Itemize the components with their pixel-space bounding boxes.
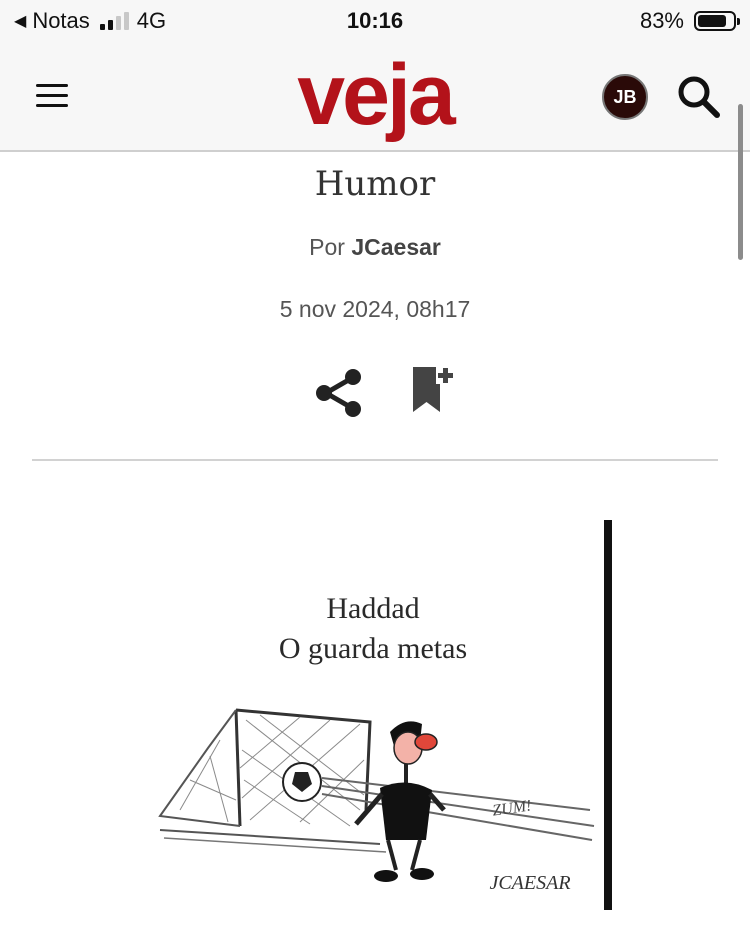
avatar[interactable]: JB: [602, 74, 648, 120]
clock: 10:16: [346, 8, 404, 33]
back-arrow-icon[interactable]: ◀: [14, 13, 27, 30]
cartoon-image: [150, 510, 630, 920]
cartoon-caption-line2: O guarda metas: [278, 632, 468, 665]
network-label: 4G: [136, 8, 167, 33]
byline-prefix: Por: [309, 234, 345, 260]
search-icon[interactable]: [676, 74, 722, 120]
battery-level: [698, 15, 726, 27]
bookmark-add-icon[interactable]: [410, 364, 456, 414]
cartoon-sound-effect: ZUM!: [491, 797, 533, 820]
byline: [0, 234, 750, 261]
divider: [32, 459, 718, 461]
cartoon-signature: JCAESAR: [489, 872, 571, 894]
back-app-label[interactable]: Notas: [32, 8, 90, 33]
battery-icon: [694, 11, 736, 31]
site-header: [0, 42, 750, 152]
cartoon-drawing: [150, 510, 630, 920]
status-bar: [0, 0, 750, 42]
veja-logo[interactable]: veja: [297, 47, 453, 143]
publish-date: 5 nov 2024, 08h17: [279, 296, 471, 322]
page-title: Humor: [314, 164, 436, 204]
cartoon-caption-line1: Haddad: [326, 592, 420, 625]
battery-percent: 83%: [639, 8, 684, 33]
author-link[interactable]: JCaesar: [351, 234, 441, 260]
status-right: [640, 8, 736, 34]
share-icon[interactable]: [312, 366, 366, 420]
battery-tip: [737, 18, 740, 25]
